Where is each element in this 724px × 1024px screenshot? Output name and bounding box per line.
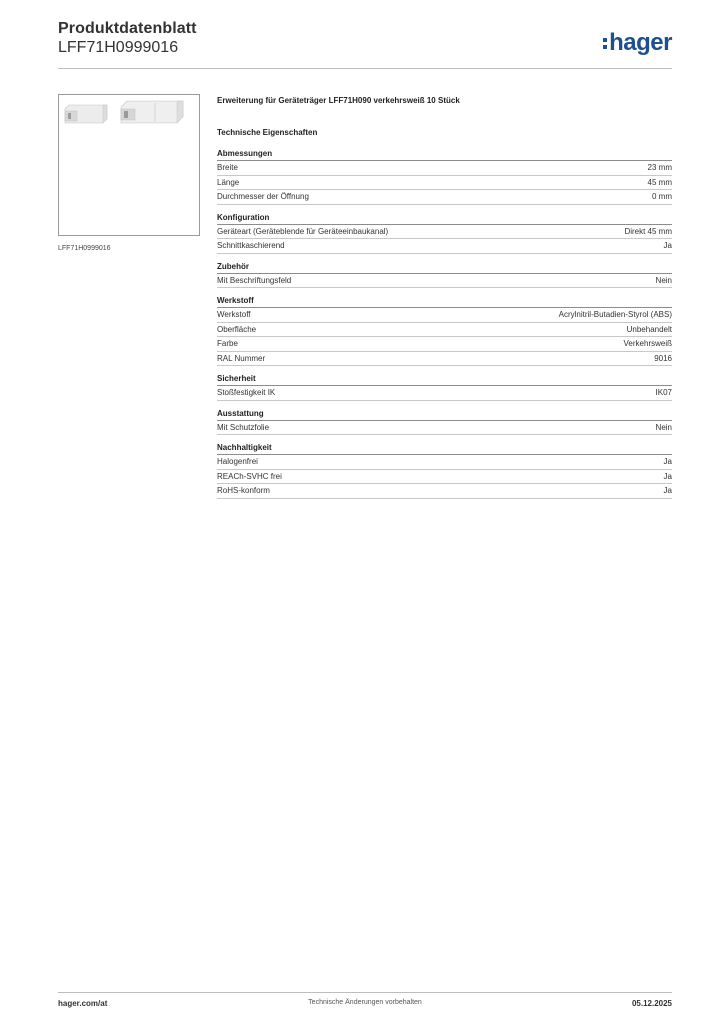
property-label: RAL Nummer xyxy=(217,353,266,363)
properties-section xyxy=(217,409,672,436)
section-title: Zubehör xyxy=(217,262,672,274)
document-subtitle: LFF71H0999016 xyxy=(58,39,179,56)
property-label: Breite xyxy=(217,163,238,173)
footer-notice: Technische Änderungen vorbehalten xyxy=(308,999,422,1006)
properties-section xyxy=(217,443,672,499)
property-row xyxy=(217,455,672,470)
property-value: Acrylnitril-Butadien-Styrol (ABS) xyxy=(558,310,672,320)
property-label: Halogenfrei xyxy=(217,457,258,467)
property-label: Mit Beschriftungsfeld xyxy=(217,275,292,285)
page-header xyxy=(58,20,672,69)
property-value: 9016 xyxy=(654,353,672,363)
property-row xyxy=(217,352,672,367)
image-caption: LFF71H0999016 xyxy=(58,245,111,252)
property-value: 23 mm xyxy=(647,163,672,173)
property-value: Nein xyxy=(655,422,672,432)
page-footer xyxy=(58,992,672,1013)
footer-date: 05.12.2025 xyxy=(631,999,672,1008)
logo-text: hager xyxy=(609,29,672,56)
properties-section xyxy=(217,262,672,289)
properties-section xyxy=(217,374,672,401)
property-label: Durchmesser der Öffnung xyxy=(217,192,309,202)
property-value: Ja xyxy=(663,486,672,496)
property-value: Unbehandelt xyxy=(626,324,672,334)
product-content xyxy=(217,96,672,499)
property-row xyxy=(217,239,672,254)
section-title: Sicherheit xyxy=(217,374,672,386)
property-value: 0 mm xyxy=(652,192,672,202)
property-value: Ja xyxy=(663,471,672,481)
property-row xyxy=(217,225,672,240)
property-row xyxy=(217,308,672,323)
section-title: Ausstattung xyxy=(217,409,672,421)
property-label: Werkstoff xyxy=(217,310,251,320)
section-title: Nachhaltigkeit xyxy=(217,443,672,455)
property-value: Ja xyxy=(663,241,672,251)
product-image xyxy=(58,94,200,236)
property-label: REACh-SVHC frei xyxy=(217,471,282,481)
property-row xyxy=(217,274,672,289)
section-title: Konfiguration xyxy=(217,213,672,225)
property-value: Direkt 45 mm xyxy=(624,226,672,236)
property-row xyxy=(217,470,672,485)
property-row xyxy=(217,176,672,191)
properties-section xyxy=(217,213,672,254)
logo-dots-icon xyxy=(603,38,607,49)
property-label: Farbe xyxy=(217,339,238,349)
property-label: Stoßfestigkeit IK xyxy=(217,388,276,398)
property-label: Geräteart (Geräteblende für Geräteeinbaukanal) xyxy=(217,226,389,236)
property-row xyxy=(217,190,672,205)
property-row xyxy=(217,337,672,352)
property-label: Oberfläche xyxy=(217,324,257,334)
property-value: IK07 xyxy=(655,388,672,398)
section-title: Werkstoff xyxy=(217,296,672,308)
property-value: 45 mm xyxy=(647,177,672,187)
property-row xyxy=(217,421,672,436)
property-value: Verkehrsweiß xyxy=(623,339,672,349)
properties-section xyxy=(217,296,672,366)
hager-logo xyxy=(603,30,672,56)
property-label: Schnittkaschierend xyxy=(217,241,285,251)
property-value: Nein xyxy=(655,275,672,285)
section-title: Abmessungen xyxy=(217,149,672,161)
property-label: Länge xyxy=(217,177,240,187)
property-row xyxy=(217,323,672,338)
property-label: Mit Schutzfolie xyxy=(217,422,270,432)
product-illustration xyxy=(59,95,199,235)
properties-sections xyxy=(217,149,672,499)
properties-section xyxy=(217,149,672,205)
technical-properties-heading: Technische Eigenschaften xyxy=(217,128,318,137)
property-row xyxy=(217,386,672,401)
footer-website: hager.com/at xyxy=(58,999,108,1008)
product-description: Erweiterung für Geräteträger LFF71H090 verkehrsweiß 10 Stück xyxy=(217,96,460,105)
document-title: Produktdatenblatt xyxy=(58,20,197,37)
property-label: RoHS-konform xyxy=(217,486,270,496)
property-value: Ja xyxy=(663,457,672,467)
property-row xyxy=(217,484,672,499)
property-row xyxy=(217,161,672,176)
